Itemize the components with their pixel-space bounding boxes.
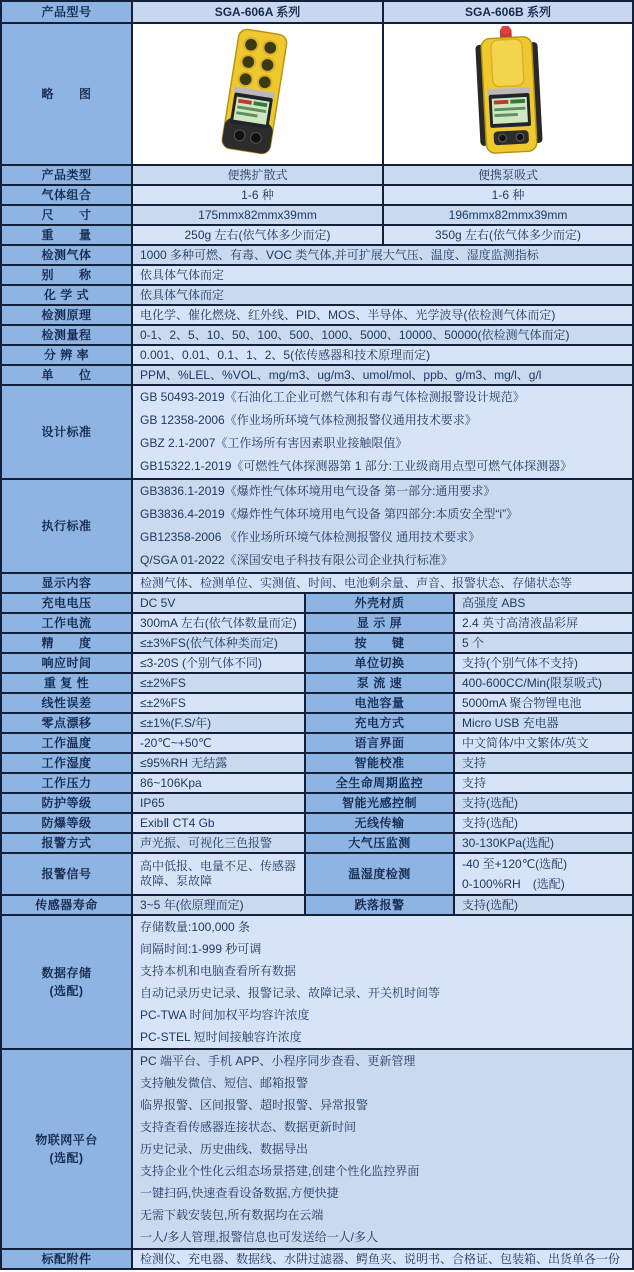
- row-unit: [2, 366, 632, 384]
- row-label-right: 电池容量: [306, 694, 453, 712]
- row-label: 报警方式: [2, 834, 131, 852]
- row-explosion-proof-rating: [2, 814, 632, 832]
- row-value: 0.001、0.01、0.1、1、2、5(依传感器和技术原理而定): [133, 346, 632, 364]
- row-label: 充电电压: [2, 594, 131, 612]
- value-right: 支持(选配): [455, 814, 632, 832]
- row-label: 化 学 式: [2, 286, 131, 304]
- row-value: 1000 多种可燃、有毒、VOC 类气体,并可扩展大气压、温度、湿度监测指标: [133, 246, 632, 264]
- feature-line: 无需下载安装包,所有数据均在云端: [140, 1208, 324, 1222]
- value-left: 300mA 左右(依气体数量而定): [133, 614, 304, 632]
- feature-line: 支持查看传感器连接状态、数据更新时间: [140, 1120, 357, 1134]
- value-right: 5 个: [455, 634, 632, 652]
- value-left: IP65: [133, 794, 304, 812]
- row-label: 传感器寿命: [2, 896, 131, 914]
- row-label: 响应时间: [2, 654, 131, 672]
- row-alarm-signal: [2, 854, 632, 894]
- row-chemical-formula: [2, 286, 632, 304]
- row-gas-combination: [2, 186, 632, 204]
- standard-line: GB3836.4-2019《爆炸性气体环境用电气设备 第四部分:本质安全型“i”》: [140, 507, 519, 521]
- value-b: 196mmx82mmx39mm: [384, 206, 632, 224]
- row-charge-voltage: [2, 594, 632, 612]
- standard-line: GB3836.1-2019《爆炸性气体环境用电气设备 第一部分:通用要求》: [140, 484, 496, 498]
- standard-line: GB 50493-2019《石油化工企业可燃气体和有毒气体检测报警设计规范》: [140, 390, 525, 404]
- row-label: 精 度: [2, 634, 131, 652]
- row-label-right: 智能光感控制: [306, 794, 453, 812]
- value-right: [455, 854, 632, 894]
- row-label-right: 显 示 屏: [306, 614, 453, 632]
- row-alarm-mode: [2, 834, 632, 852]
- label-line: 物联网平台: [35, 1133, 98, 1147]
- feature-line: 支持本机和电脑查看所有数据: [140, 964, 297, 978]
- row-label: 检测气体: [2, 246, 131, 264]
- value-right: 中文简体/中文繁体/英文: [455, 734, 632, 752]
- product-image-sga-606b: [384, 24, 632, 164]
- row-dimensions: [2, 206, 632, 224]
- value-left: ≤3-20S (个别气体不同): [133, 654, 304, 672]
- row-label: 零点漂移: [2, 714, 131, 732]
- row-label: 产品型号: [2, 2, 131, 22]
- row-working-temperature: [2, 734, 632, 752]
- storage-feature-list: [133, 916, 632, 1048]
- label-line: (选配): [49, 1151, 84, 1165]
- feature-line: 支持企业个性化云组态场景搭建,创建个性化监控界面: [140, 1164, 420, 1178]
- value-left: ≤95%RH 无结露: [133, 754, 304, 772]
- row-detection-range: [2, 326, 632, 344]
- value-right: Micro USB 充电器: [455, 714, 632, 732]
- feature-line: PC-TWA 时间加权平均容许浓度: [140, 1008, 310, 1022]
- model-b-title: SGA-606B 系列: [384, 2, 632, 22]
- label-line: 数据存储: [41, 966, 92, 980]
- feature-line: 自动记录历史记录、报警记录、故障记录、开关机时间等: [140, 986, 441, 1000]
- value-right: 5000mA 聚合物锂电池: [455, 694, 632, 712]
- gas-detector-a-illustration: [183, 26, 333, 162]
- row-working-current: [2, 614, 632, 632]
- value-a: 175mmx82mmx39mm: [133, 206, 382, 224]
- model-a-title: SGA-606A 系列: [133, 2, 382, 22]
- row-working-pressure: [2, 774, 632, 792]
- value-b: 1-6 种: [384, 186, 632, 204]
- value-right: 支持(选配): [455, 896, 632, 914]
- row-label: 工作压力: [2, 774, 131, 792]
- temp-humidity-line: 0-100%RH (选配): [462, 877, 565, 891]
- standard-line: GBZ 2.1-2007《工作场所有害因素职业接触限值》: [140, 436, 408, 450]
- feature-line: PC-STEL 短时间接触容许浓度: [140, 1030, 302, 1044]
- row-label: 标配附件: [2, 1250, 131, 1268]
- row-label: [2, 1050, 131, 1248]
- row-detect-gas: [2, 246, 632, 264]
- row-weight: [2, 226, 632, 244]
- feature-line: 临界报警、区间报警、超时报警、异常报警: [140, 1098, 369, 1112]
- row-label: 别 称: [2, 266, 131, 284]
- row-display-content: [2, 574, 632, 592]
- row-label-right: 跌落报警: [306, 896, 453, 914]
- row-label: 工作湿度: [2, 754, 131, 772]
- feature-line: 存储数量:100,000 条: [140, 920, 251, 934]
- row-repeatability: [2, 674, 632, 692]
- row-design-standard: [2, 386, 632, 478]
- row-value: PPM、%LEL、%VOL、mg/m3、ug/m3、umol/mol、ppb、g/m3、mg/l、g/l: [133, 366, 632, 384]
- row-linearity-error: [2, 694, 632, 712]
- row-label: 线性误差: [2, 694, 131, 712]
- row-alias: [2, 266, 632, 284]
- exec-standard-list: [133, 480, 632, 572]
- row-protection-rating: [2, 794, 632, 812]
- value-right: 2.4 英寸高清液晶彩屏: [455, 614, 632, 632]
- value-right: 30-130KPa(选配): [455, 834, 632, 852]
- row-label: 防爆等级: [2, 814, 131, 832]
- row-label-right: 按 键: [306, 634, 453, 652]
- value-left: DC 5V: [133, 594, 304, 612]
- row-product-type: [2, 166, 632, 184]
- row-label: 重 量: [2, 226, 131, 244]
- gas-detector-b-illustration: [433, 26, 583, 162]
- row-label-right: 泵 流 速: [306, 674, 453, 692]
- value-b: 便携泵吸式: [384, 166, 632, 184]
- value-left: 3~5 年(依原理而定): [133, 896, 304, 914]
- value-a: 250g 左右(依气体多少而定): [133, 226, 382, 244]
- value-left: 高中低报、电量不足、传感器故障、泵故障: [133, 854, 304, 894]
- row-label: 尺 寸: [2, 206, 131, 224]
- value-right: 支持: [455, 774, 632, 792]
- row-label-right: 大气压监测: [306, 834, 453, 852]
- row-value: 电化学、催化燃烧、红外线、PID、MOS、半导体、光学波导(依检测气体而定): [133, 306, 632, 324]
- row-label-right: 充电方式: [306, 714, 453, 732]
- row-label: 检测原理: [2, 306, 131, 324]
- row-zero-drift: [2, 714, 632, 732]
- value-right: 高强度 ABS: [455, 594, 632, 612]
- value-b: 350g 左右(依气体多少而定): [384, 226, 632, 244]
- value-left: 86~106Kpa: [133, 774, 304, 792]
- feature-line: 一键扫码,快速查看设备数据,方便快捷: [140, 1186, 339, 1200]
- row-label-right: 外壳材质: [306, 594, 453, 612]
- feature-line: 一人/多人管理,报警信息也可发送给一人/多人: [140, 1230, 379, 1244]
- value-a: 便携扩散式: [133, 166, 382, 184]
- row-label-right: 语言界面: [306, 734, 453, 752]
- row-label: 工作电流: [2, 614, 131, 632]
- value-left: 声光振、可视化三色报警: [133, 834, 304, 852]
- row-label: 显示内容: [2, 574, 131, 592]
- row-accessories: [2, 1250, 632, 1268]
- row-value: 依具体气体而定: [133, 286, 632, 304]
- row-label-right: 全生命周期监控: [306, 774, 453, 792]
- row-label: 设计标准: [2, 386, 131, 478]
- row-resolution: [2, 346, 632, 364]
- design-standard-list: [133, 386, 632, 478]
- row-label: 执行标准: [2, 480, 131, 572]
- feature-line: 支持触发微信、短信、邮箱报警: [140, 1076, 309, 1090]
- product-image-sga-606a: [133, 24, 382, 164]
- value-left: -20℃~+50℃: [133, 734, 304, 752]
- row-label-right: 温湿度检测: [306, 854, 453, 894]
- row-iot-platform: [2, 1050, 632, 1248]
- value-left: ≤±1%(F.S/年): [133, 714, 304, 732]
- row-value: 检测气体、检测单位、实测值、时间、电池剩余量、声音、报警状态、存储状态等: [133, 574, 632, 592]
- row-label: 重 复 性: [2, 674, 131, 692]
- row-sketch: [2, 24, 632, 164]
- value-left: ≤±2%FS: [133, 694, 304, 712]
- value-left: ExibⅡ CT4 Gb: [133, 814, 304, 832]
- standard-line: Q/SGA 01-2022《深国安电子科技有限公司企业执行标准》: [140, 553, 453, 567]
- row-label-right: 智能校准: [306, 754, 453, 772]
- row-label: 分 辨 率: [2, 346, 131, 364]
- row-response-time: [2, 654, 632, 672]
- feature-line: 间隔时间:1-999 秒可调: [140, 942, 262, 956]
- row-product-model: [2, 2, 632, 22]
- row-label: [2, 916, 131, 1048]
- row-label: 产品类型: [2, 166, 131, 184]
- standard-line: GB12358-2006 《作业场所环境气体检测报警仪 通用技术要求》: [140, 530, 481, 544]
- row-label: 单 位: [2, 366, 131, 384]
- feature-line: 历史记录、历史曲线、数据导出: [140, 1142, 309, 1156]
- value-right: 支持: [455, 754, 632, 772]
- row-value: 0-1、2、5、10、50、100、500、1000、5000、10000、50000(依检测气体而定): [133, 326, 632, 344]
- row-label: 工作温度: [2, 734, 131, 752]
- row-detection-principle: [2, 306, 632, 324]
- row-label-right: 单位切换: [306, 654, 453, 672]
- value-left: ≤±2%FS: [133, 674, 304, 692]
- value-right: 支持(选配): [455, 794, 632, 812]
- row-value: 检测仪、充电器、数据线、水阱过滤器、鳄鱼夹、说明书、合格证、包装箱、出货单各一份: [133, 1250, 632, 1268]
- standard-line: GB 12358-2006《作业场所环境气体检测报警仪通用技术要求》: [140, 413, 477, 427]
- value-right: 400-600CC/Min(限泵吸式): [455, 674, 632, 692]
- row-label: 气体组合: [2, 186, 131, 204]
- row-exec-standard: [2, 480, 632, 572]
- feature-line: PC 端平台、手机 APP、小程序同步查看、更新管理: [140, 1054, 416, 1068]
- iot-feature-list: [133, 1050, 632, 1248]
- value-a: 1-6 种: [133, 186, 382, 204]
- row-accuracy: [2, 634, 632, 652]
- temp-humidity-line: -40 至+120℃(选配): [462, 857, 568, 871]
- label-line: (选配): [49, 984, 84, 998]
- standard-line: GB15322.1-2019《可燃性气体探测器第 1 部分:工业级商用点型可燃气体探测器》: [140, 459, 573, 473]
- row-label-right: 无线传输: [306, 814, 453, 832]
- row-sensor-life: [2, 896, 632, 914]
- row-label: 报警信号: [2, 854, 131, 894]
- row-data-storage: [2, 916, 632, 1048]
- row-label: 略 图: [2, 24, 131, 164]
- row-label: 检测量程: [2, 326, 131, 344]
- row-label: 防护等级: [2, 794, 131, 812]
- row-working-humidity: [2, 754, 632, 772]
- row-value: 依具体气体而定: [133, 266, 632, 284]
- value-left: ≤±3%FS(依气体种类而定): [133, 634, 304, 652]
- value-right: 支持(个别气体不支持): [455, 654, 632, 672]
